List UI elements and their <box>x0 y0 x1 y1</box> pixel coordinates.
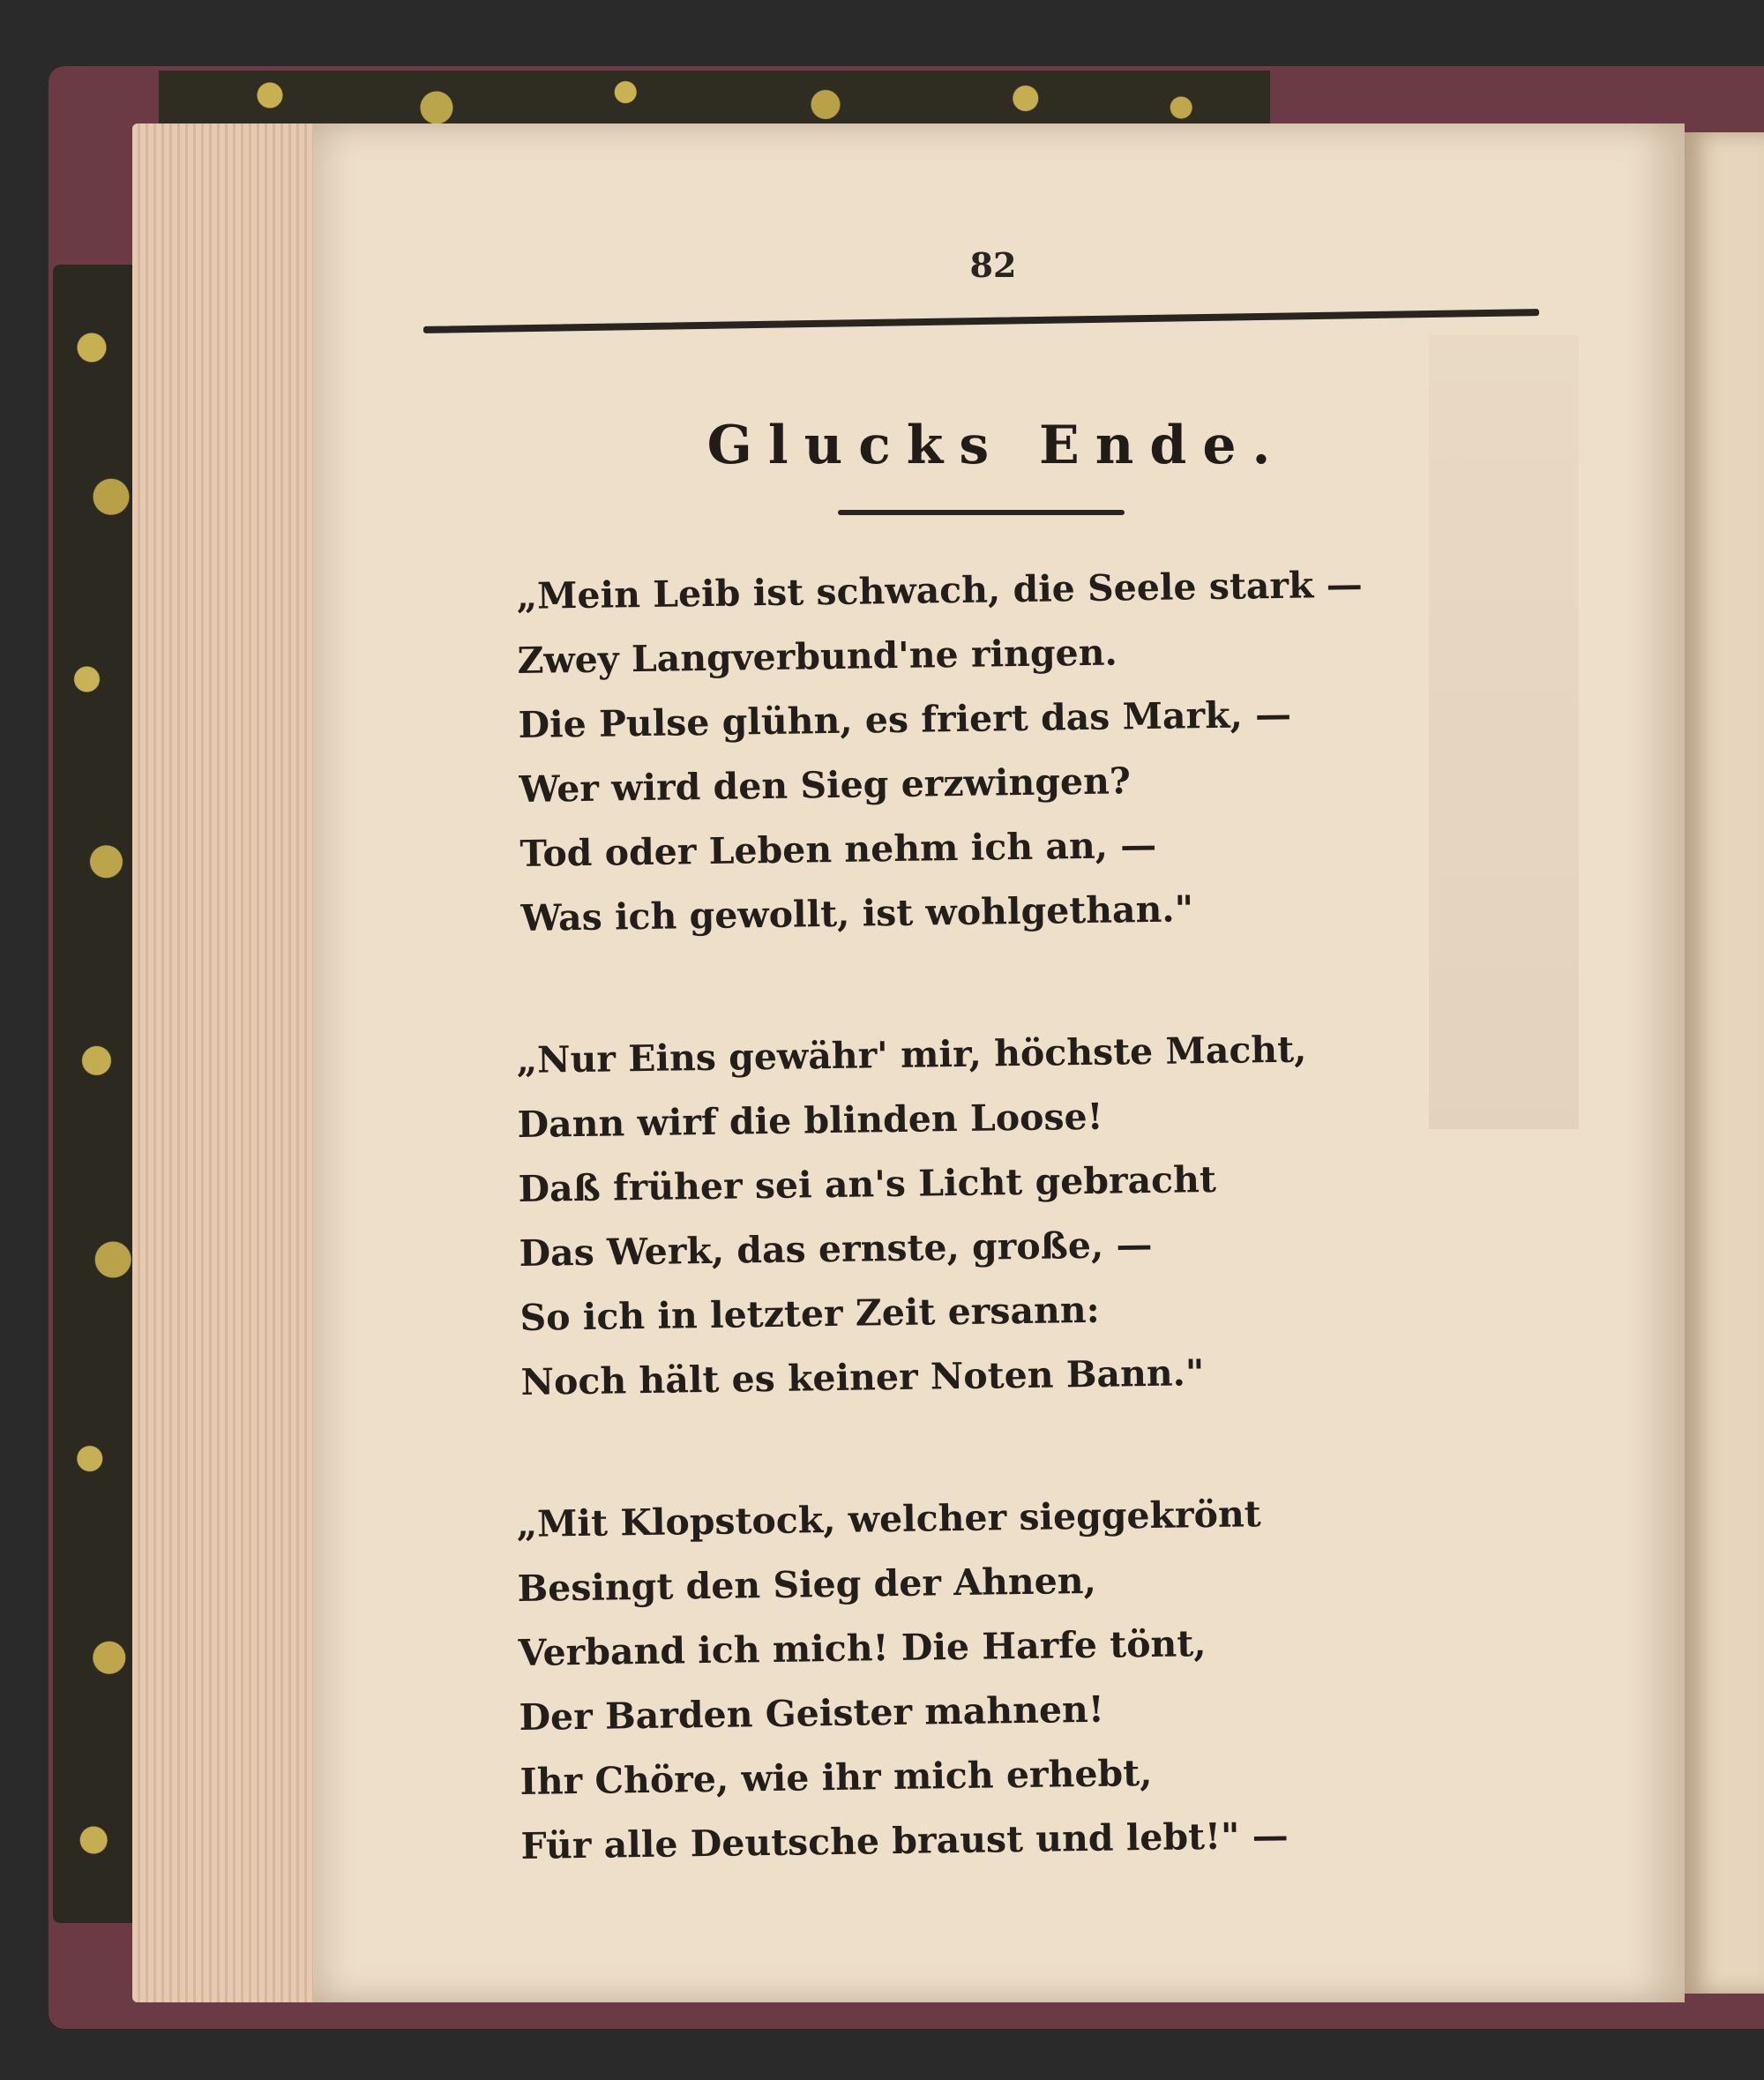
stanza <box>516 1478 1509 1879</box>
poem-line: So ich in letzter Zeit ersann: <box>519 1288 1101 1339</box>
poem-line: „Mein Leib ist schwach, die Seele stark — <box>516 563 1363 617</box>
poem-line: Was ich gewollt, ist wohlgethan." <box>520 887 1194 939</box>
title-rule <box>838 510 1125 515</box>
poem-line: Besingt den Sieg der Ahnen, <box>517 1559 1097 1610</box>
poem-line: „Nur Eins gewähr' mir, höchste Macht, <box>516 1028 1307 1081</box>
poem-line: Der Barden Geister mahnen! <box>519 1687 1105 1739</box>
poem-line: Dann wirf die blinden Loose! <box>517 1095 1103 1146</box>
facing-page-edge <box>1685 132 1764 1994</box>
stanza <box>516 1014 1509 1415</box>
poem-line: Das Werk, das ernste, große, — <box>519 1223 1153 1275</box>
page-number: 82 <box>969 245 1017 285</box>
poem-line: Tod oder Leben nehm ich an, — <box>519 823 1157 875</box>
poem-line: Noch hält es keiner Noten Bann." <box>520 1351 1205 1403</box>
poem-body <box>516 565 1504 1957</box>
poem-line: Daß früher sei an's Licht gebracht <box>518 1157 1217 1210</box>
poem-line: Ihr Chöre, wie ihr mich erhebt, <box>519 1751 1153 1803</box>
poem-line: „Mit Klopstock, welcher sieggekrönt <box>516 1493 1261 1545</box>
poem-line: Die Pulse glühn, es friert das Mark, — <box>518 692 1292 746</box>
poem-line: Für alle Deutsche braust und lebt!" — <box>520 1814 1289 1867</box>
poem-line: Verband ich mich! Die Harfe tönt, <box>518 1622 1207 1674</box>
poem-line: Zwey Langverbund'ne ringen. <box>517 631 1118 682</box>
poem-title: Glucks Ende. <box>706 415 1287 476</box>
page-stack-edges <box>132 123 335 2002</box>
poem-line: Wer wird den Sieg erzwingen? <box>519 759 1132 811</box>
stanza <box>516 550 1509 951</box>
